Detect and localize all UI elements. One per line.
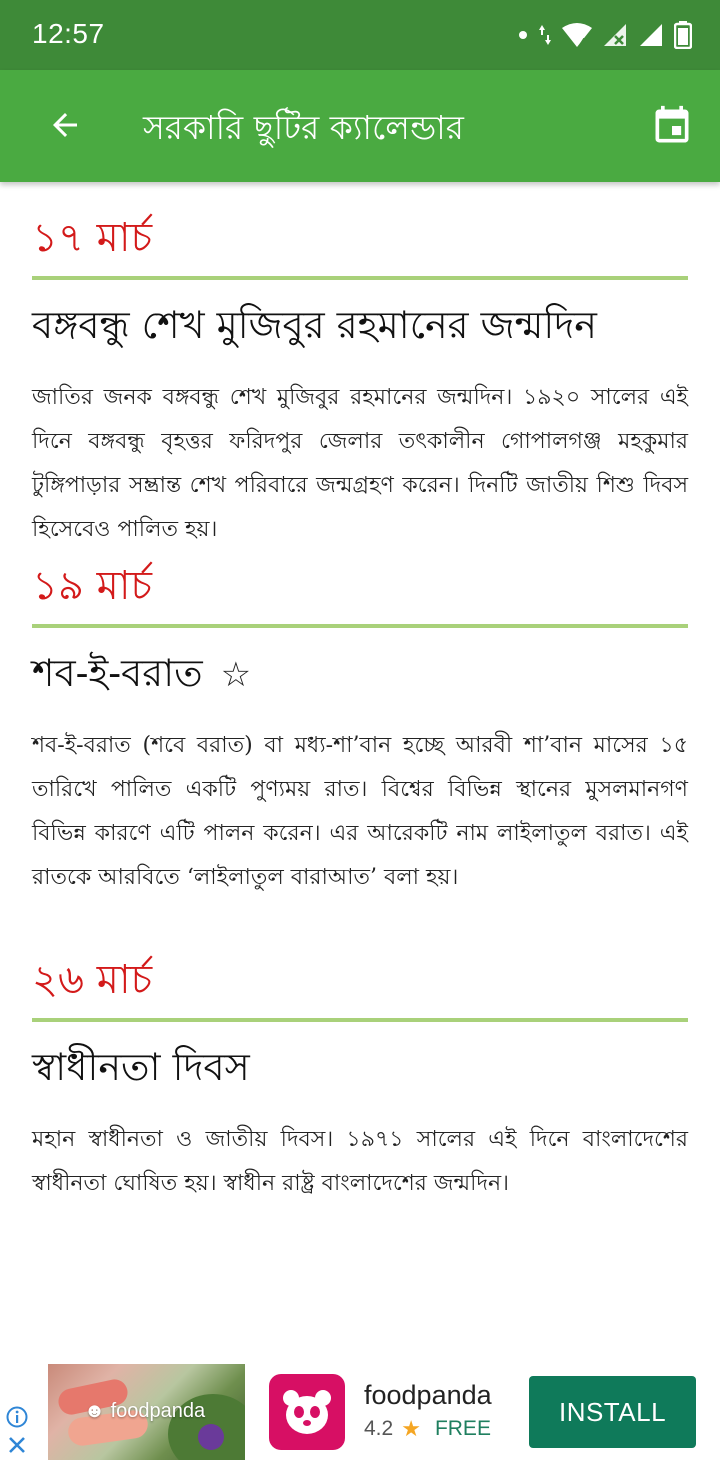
arrow-left-icon [47,107,83,143]
battery-icon [674,21,692,49]
wifi-icon [562,22,592,48]
ad-image-brand [84,1400,205,1423]
holiday-description: জাতির জনক বঙ্গবন্ধু শেখ মুজিবুর রহমানের জন্মদিন। ১৯২০ সালের এই দিনে বঙ্গবন্ধু বৃহত্তর ফরিদপুর জেলার তৎকালীন গোপালগঞ্জ মহকুমার টুঙ্গিপাড়ার সম্ভ্রান্ত শেখ পরিবারে জন্মগ্রহণ করেন। দিনটি জাতীয় শিশু দিবস হিসেবেও পালিত হয়। [32,385,688,542]
holiday-title: শব-ই-বরাত [32,651,203,695]
holiday-list [32,182,688,1206]
svg-text:4: 4 [580,37,586,48]
app-bar [0,70,720,182]
ad-image[interactable] [48,1364,245,1460]
holiday-description: শব-ই-বরাত (শবে বরাত) বা মধ্য-শা’বান হচ্ছে আরবী শা’বান মাসের ১৫ তারিখে পালিত একটি পুণ্যময় রাত। বিশ্বের বিভিন্ন স্থানের মুসলমানগণ বিভিন্ন কারণে এটি পালন করেন। এর আরেকটি নাম লাইলাতুল বরাত। এই রাতকে আরবিতে ‘লাইলাতুল বারাআত’ বলা হয়। [32,733,688,890]
ad-price: FREE [434,1417,491,1440]
calendar-icon [650,104,694,148]
holiday-date: ১৭ মার্চ [32,215,153,261]
holiday-item [32,182,688,546]
ad-image-brand-text: foodpanda [110,1400,206,1422]
close-icon [6,1434,28,1456]
panda-small-icon: ☻ [84,1400,106,1422]
install-button[interactable]: INSTALL [529,1376,696,1448]
signal-icon [638,22,664,48]
holiday-title: বঙ্গবন্ধু শেখ মুজিবুর রহমানের জন্মদিন [32,303,597,347]
status-icons [518,20,692,50]
holiday-title: স্বাধীনতা দিবস [32,1045,250,1089]
back-button[interactable] [40,100,90,150]
holiday-date: ২৬ মার্চ [32,957,153,1003]
star-icon: ★ [401,1416,421,1441]
ad-image-decor [198,1424,224,1450]
ad-banner[interactable] [0,1360,720,1460]
status-time: 12:57 [32,18,105,49]
signal-x-icon [602,22,628,48]
holiday-description: মহান স্বাধীনতা ও জাতীয় দিবস। ১৯৭১ সালের এই দিনে বাংলাদেশের স্বাধীনতা ঘোষিত হয়। স্বাধীন রাষ্ট্র বাংলাদেশের জন্মদিন। [32,1127,688,1196]
foodpanda-app-icon[interactable] [269,1374,345,1450]
ad-app-name: foodpanda [364,1380,492,1410]
panda-icon [281,1388,333,1436]
info-icon [6,1406,28,1428]
page-title: সরকারি ছুটির ক্যালেন্ডার [143,108,464,147]
ad-rating-value: 4.2 [364,1417,394,1440]
star-icon[interactable]: ☆ [220,655,252,695]
ad-info-button[interactable] [6,1406,28,1432]
holiday-item [32,938,688,1206]
holiday-title-row [32,628,688,710]
status-bar [0,0,720,70]
data-arrows-icon [538,23,552,47]
ad-rating-row [364,1416,491,1442]
calendar-button[interactable] [648,102,696,150]
holiday-date: ১৯ মার্চ [32,563,153,609]
ad-close-button[interactable] [6,1434,28,1460]
holiday-item [32,546,688,938]
notification-dot-icon [518,30,528,40]
